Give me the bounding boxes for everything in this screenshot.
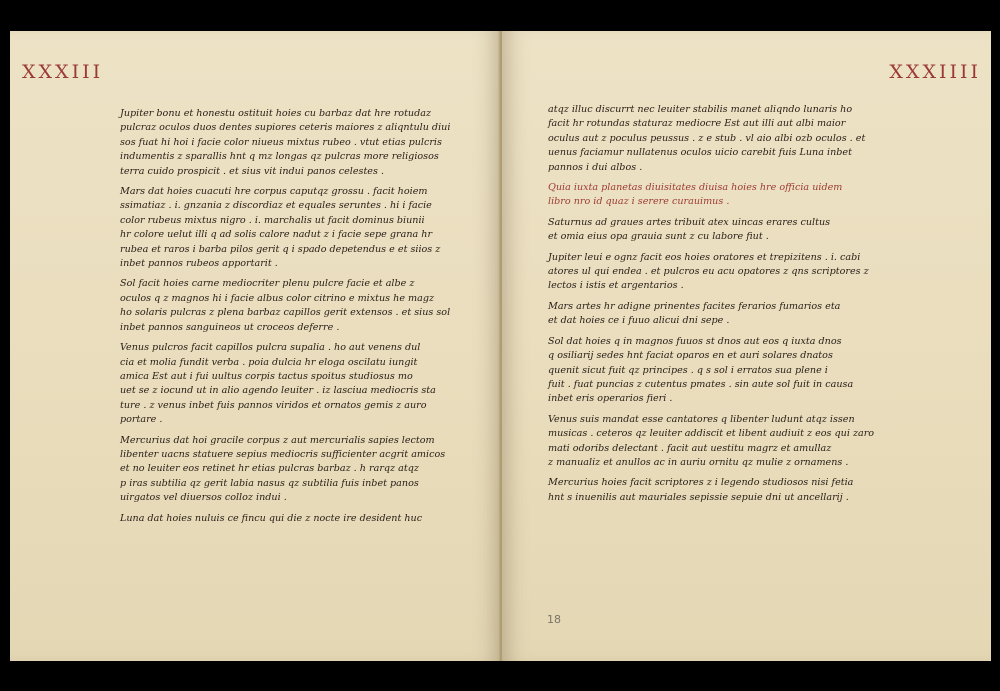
paragraph-luna-continued: [548, 103, 948, 175]
text-line: Mercurius hoies facit scriptores z i legendo studiosos nisi fetia: [548, 477, 854, 489]
text-line: pulcraz oculos duos dentes supiores ceteris maiores z aliqntulu diui: [120, 122, 451, 134]
text-line: inbet eris operarios fieri .: [548, 393, 673, 405]
text-line: q osiliarij sedes hnt faciat oparos en et auri solares dnatos: [548, 350, 833, 362]
text-line: Mars dat hoies cuacuti hre corpus caputqz grossu . facit hoiem: [120, 186, 428, 198]
paragraph-venus: [120, 341, 488, 427]
text-line: amica Est aut i fui uultus corpis tactus spoitus studiosus mo: [120, 370, 413, 382]
text-line: Saturnus ad graues artes tribuit atex uincas erares cultus: [548, 216, 831, 228]
text-line: Mercurius dat hoi gracile corpus z aut mercurialis sapies lectom: [120, 434, 435, 446]
paragraph-luna: [120, 512, 488, 526]
text-line: terra cuido prospicit . et sius vit indui panos celestes .: [120, 165, 385, 177]
text-line: z manualiz et anullos ac in auriu ornitu qz mulie z ornamens .: [548, 456, 849, 468]
paragraph-jupiter: [120, 107, 488, 179]
page-number: 18: [547, 613, 561, 626]
paragraph-sol-arts: [548, 335, 948, 407]
text-line: Luna dat hoies nuluis ce fincu qui die z nocte ire desident huc: [120, 512, 423, 524]
rubric-heading: [548, 181, 948, 210]
manuscript-spread: [10, 31, 991, 661]
text-line: oculus aut z poculus peussus . z e stub . vl aio albi ozb oculos . et: [548, 132, 866, 144]
text-line: Sol facit hoies carne mediocriter plenu pulcre facie et albe z: [120, 278, 415, 290]
paragraph-mercurius-arts: [548, 476, 948, 505]
text-line: rubea et raros i barba pilos gerit q i spado depetendus e et siios z: [120, 243, 441, 255]
text-line: Jupiter bonu et honestu ostituit hoies cu barbaz dat hre rotudaz: [120, 108, 432, 119]
text-line: atqz illuc discurrt nec leuiter stabilis manet aliqndo lunaris ho: [548, 104, 853, 115]
text-line: inbet pannos rubeos apportarit .: [120, 258, 278, 270]
text-line: Jupiter leui e ognz facit eos hoies oratores et trepizitens . i. cabi: [548, 251, 861, 263]
text-line: uet se z iocund ut in alio agendo leuiter . iz lasciua mediocris sta: [120, 385, 436, 397]
text-line: uirgatos vel diuersos colloz indui .: [120, 492, 287, 504]
text-line: Venus suis mandat esse cantatores q libenter ludunt atqz issen: [548, 413, 855, 425]
text-line: oculos q z magnos hi i facie albus color citrino e mixtus he magz: [120, 292, 435, 304]
text-line: sos fuat hi hoi i facie color niueus mixtus rubeo . vtut etias pulcris: [120, 136, 442, 148]
folio-number-left: XXXIII: [22, 61, 104, 83]
text-line: uenus faciamur nullatenus oculos uicio carebit fuis Luna inbet: [548, 147, 852, 159]
rubric-line: libro nro id quaz i serere curauimus .: [548, 196, 730, 208]
text-line: hnt s inuenilis aut mauriales sepissie sepuie dni ut ancellarij .: [548, 491, 849, 503]
text-line: p iras subtilia qz gerit labia nasus qz subtilia fuis inbet panos: [120, 477, 419, 489]
folio-number-right: XXXIIII: [889, 61, 981, 83]
text-line: Mars artes hr adigne prinentes facites ferarios fumarios eta: [548, 300, 841, 312]
paragraph-venus-arts: [548, 413, 948, 471]
rubric-line: Quia iuxta planetas diuisitates diuisa hoies hre officia uidem: [548, 182, 843, 194]
text-line: Venus pulcros facit capillos pulcra supalia . ho aut venens dul: [120, 342, 421, 354]
paragraph-sol: [120, 277, 488, 335]
text-line: facit hr rotundas staturaz mediocre Est aut illi aut albi maior: [548, 118, 846, 130]
text-line: mati odoribs delectant . facit aut uestitu magrz et amullaz: [548, 442, 832, 454]
paragraph-mercurius: [120, 434, 488, 506]
paragraph-saturnus: [548, 216, 948, 245]
text-line: cia et molia fundit verba . poia dulcia hr eloga oscilatu iungit: [120, 356, 418, 368]
text-line: musicas . ceteros qz leuiter addiscit et libent audiuit z eos qui zaro: [548, 428, 875, 440]
text-line: ho solaris pulcras z plena barbaz capillos gerit extensos . et sius sol: [120, 307, 451, 319]
text-line: atores ul qui endea . et pulcros eu acu opatores z qns scriptores z: [548, 266, 869, 278]
right-page: [502, 31, 991, 661]
text-line: hr colore uelut illi q ad solis calore nadut z i facie sepe grana hr: [120, 229, 433, 241]
paragraph-mars-arts: [548, 300, 948, 329]
text-line: pannos i dui albos .: [548, 161, 643, 173]
left-page: [10, 31, 500, 661]
text-line: portare .: [120, 414, 163, 426]
text-line: fuit . fuat puncias z cutentus pmates . sin aute sol fuit in causa: [548, 378, 854, 390]
text-line: quenit sicut fuit qz principes . q s sol i erratos sua plene i: [548, 364, 828, 376]
text-line: inbet pannos sanguineos ut croceos deferre .: [120, 321, 340, 333]
text-line: ssimatiaz . i. gnzania z discordiaz et equales seruntes . hi i facie: [120, 200, 432, 212]
text-line: color rubeus mixtus nigro . i. marchalis ut facit dominus biunii: [120, 214, 425, 226]
text-line: et dat hoies ce i fuuo alicui dni sepe .: [548, 315, 730, 327]
text-line: indumentis z sparallis hnt q mz longas qz pulcras more religiosos: [120, 151, 439, 163]
left-page-text: [120, 107, 488, 532]
text-line: Sol dat hoies q in magnos fuuos st dnos aut eos q iuxta dnos: [548, 335, 842, 347]
text-line: libenter uacns statuere sepius mediocris sufficienter acgrit amicos: [120, 448, 446, 460]
right-page-text: [548, 103, 948, 511]
paragraph-mars: [120, 185, 488, 271]
text-line: et no leuiter eos retinet hr etias pulcras barbaz . h rarqz atqz: [120, 463, 419, 475]
paragraph-jupiter-arts: [548, 251, 948, 294]
text-line: et omia eius opa grauia sunt z cu labore fiut .: [548, 231, 769, 243]
text-line: lectos i istis et argentarios .: [548, 280, 684, 292]
text-line: ture . z venus inbet fuis pannos viridos et ornatos gemis z auro: [120, 399, 427, 411]
